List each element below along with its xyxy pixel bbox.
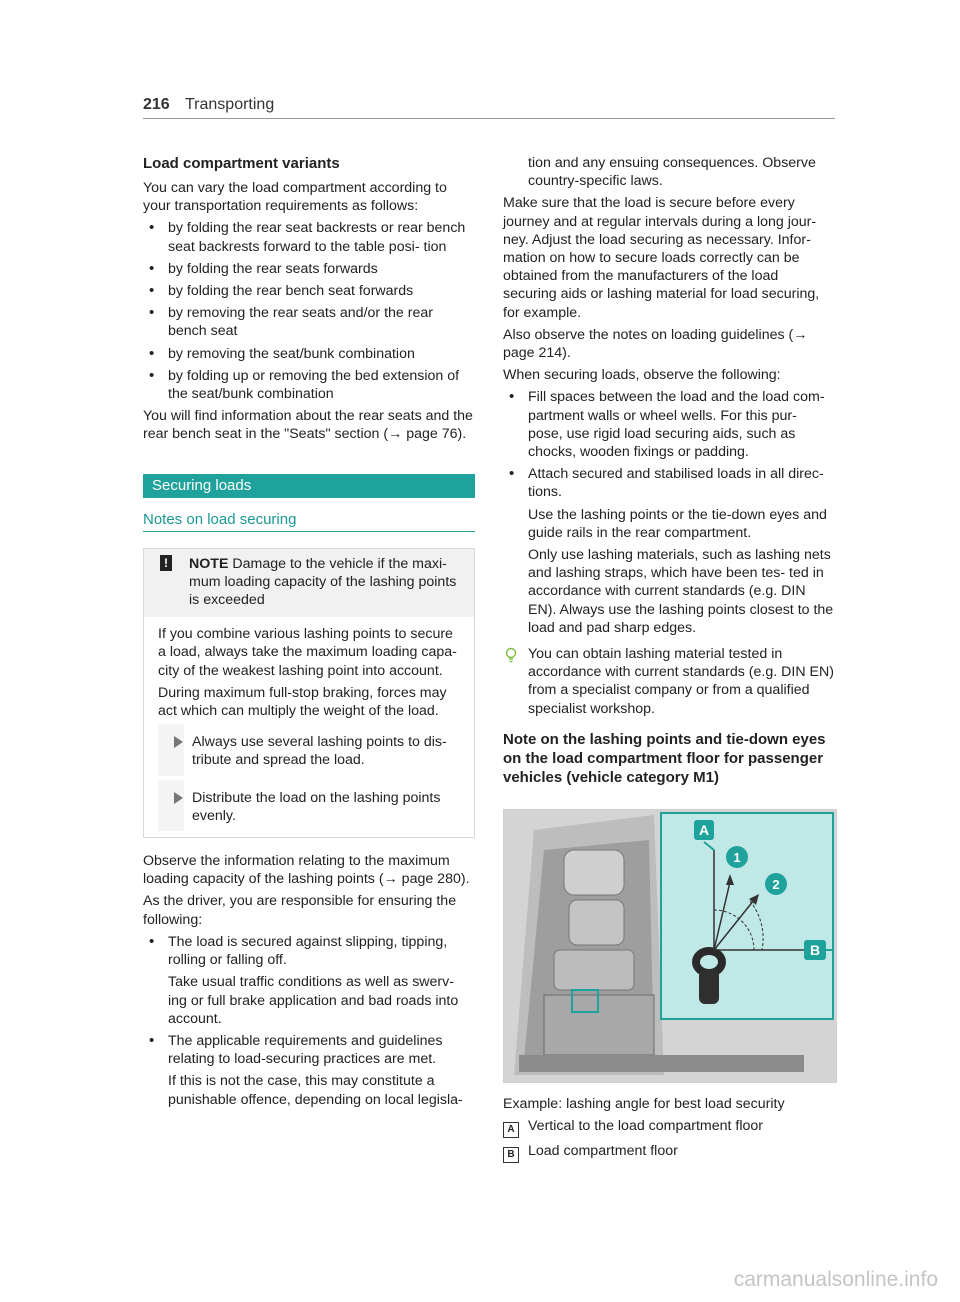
legend-key-a-icon: A (503, 1122, 519, 1138)
driver-list (143, 933, 475, 1109)
list-item: • by folding the rear seats forwards (143, 260, 475, 278)
list-subtext: Use the lashing points or the tie-down eyes and guide rails in the rear compartment. (528, 506, 827, 541)
variants-list (143, 219, 475, 403)
notice-title: Damage to the vehicle if the maxi- mum loading capacity of the lashing points is exceeded (189, 555, 457, 609)
list-item: • The applicable requirements and guidelines relating to load-securing practices are met. If this is not the case, this may constitute a punishable offence, depending on local legisla- (143, 1032, 475, 1109)
left-column (143, 154, 475, 1113)
figure-label-2: 2 (772, 876, 780, 892)
figure-label-b: B (809, 941, 821, 958)
section-band: Securing loads (143, 474, 475, 498)
list-item: • The load is secured against slipping, tipping, rolling or falling off. Take usual traffic conditions as well as swerv- ing or full brake application and bad roads into account. (143, 933, 475, 1028)
watermark: carmanualsonline.info (733, 1268, 938, 1291)
when-securing-text: When securing loads, observe the following: (503, 367, 781, 384)
figure-label-a: A (698, 821, 710, 838)
step-text: Distribute the load on the lashing points evenly. (192, 789, 441, 824)
variants-intro: You can vary the load compartment according to your transportation requirements as follows: (143, 180, 447, 215)
exclamation-icon: ! (160, 555, 172, 571)
tip-box (503, 645, 835, 718)
notice-box (143, 548, 475, 838)
list-item: • by folding up or removing the bed extension of the seat/bunk combination (143, 367, 475, 403)
list-item: • Fill spaces between the load and the load com- partment walls or wheel wells. For this pur- pose, use rigid load securing aids, such as chocks, wooden fixings or padding. (503, 388, 835, 461)
legend-item: B Load compartment floor (503, 1142, 835, 1163)
right-column (503, 154, 835, 1167)
driver-text: As the driver, you are responsible for ensuring the following: (143, 893, 457, 928)
notice-header (144, 549, 474, 618)
make-sure-text: Make sure that the load is secure before every journey and at regular intervals during a long jour- ney. Adjust the load securing as necessary. Infor- mation on how to secure loads correctly can be obtained from the manufacturers of the load securing aids or lashing material for load securing, for example. (503, 195, 820, 321)
list-subtext: If this is not the case, this may constitute a punishable offence, depending on local legisla- (168, 1073, 463, 1108)
list-subtext: Only use lashing materials, such as lashing nets and lashing straps, which have been tes- ted in accordance with current standards (e.g. DIN EN). Always use the lashing points closest to the load and pad sharp edges. (528, 547, 834, 636)
securing-list (503, 388, 835, 637)
page-number: 216 (143, 96, 170, 113)
figure-caption: Example: lashing angle for best load security (503, 1095, 785, 1112)
variants-outro: You will find information about the rear seats and the rear bench seat in the "Seats" section (→ page 76). (143, 408, 473, 443)
lightbulb-icon (503, 647, 519, 663)
page-header (143, 96, 835, 119)
notice-step (158, 780, 460, 831)
notice-body (144, 617, 474, 837)
legend-key-b-icon: B (503, 1147, 519, 1163)
tiedown-heading: Note on the lashing points and tie-down eyes on the load compartment floor for passenger vehicles (vehicle category M1) (503, 730, 826, 786)
tip-text: You can obtain lashing material tested in accordance with current standards (e.g. DIN EN) from a specialist company or from a qualified specialist workshop. (528, 646, 834, 717)
notice-text: During maximum full-stop braking, forces may act which can multiply the weight of the load. (158, 684, 447, 720)
step-text: Always use several lashing points to dis- tribute and spread the load. (192, 734, 447, 769)
step-arrow-icon (174, 792, 183, 804)
notice-step (158, 724, 460, 775)
continued-text: tion and any ensuing consequences. Observe country-specific laws. (528, 155, 816, 190)
list-item: • by folding the rear seat backrests or rear bench seat backrests forward to the table posi- tion (143, 219, 475, 255)
figure-drawing (504, 810, 836, 1082)
list-item: • by removing the rear seats and/or the rear bench seat (143, 304, 475, 340)
figure-label-1: 1 (733, 849, 741, 865)
notice-label: NOTE (189, 555, 229, 572)
list-item: • by removing the seat/bunk combination (143, 345, 475, 363)
list-subtext: Take usual traffic conditions as well as swerv- ing or full brake application and bad roads into account. (168, 974, 459, 1027)
observe-text: Observe the information relating to the maximum loading capacity of the lashing points (→ page 280). (143, 853, 470, 888)
list-item: • by folding the rear bench seat forwards (143, 282, 475, 300)
list-item: • Attach secured and stabilised loads in all direc- tions. Use the lashing points or the tie-down eyes and guide rails in the rear compartment. Only use lashing materials, such as lashing nets and lashing straps, which have been tes- ted in accordance with current standards (e.g. DIN EN). Always use the lashing points closest to the load and pad sharp edges. (503, 465, 835, 637)
notice-text: If you combine various lashing points to secure a load, always take the maximum loading capa- city of the weakest lashing point into account. (158, 626, 457, 679)
variants-heading: Load compartment variants (143, 155, 340, 172)
also-observe-text: Also observe the notes on loading guidelines (→ page 214). (503, 326, 808, 362)
notes-heading: Notes on load securing (143, 510, 475, 532)
lashing-angle-figure (503, 809, 837, 1083)
chapter-title: Transporting (185, 96, 275, 113)
legend-item: A Vertical to the load compartment floor (503, 1117, 835, 1138)
step-arrow-icon (174, 736, 183, 748)
